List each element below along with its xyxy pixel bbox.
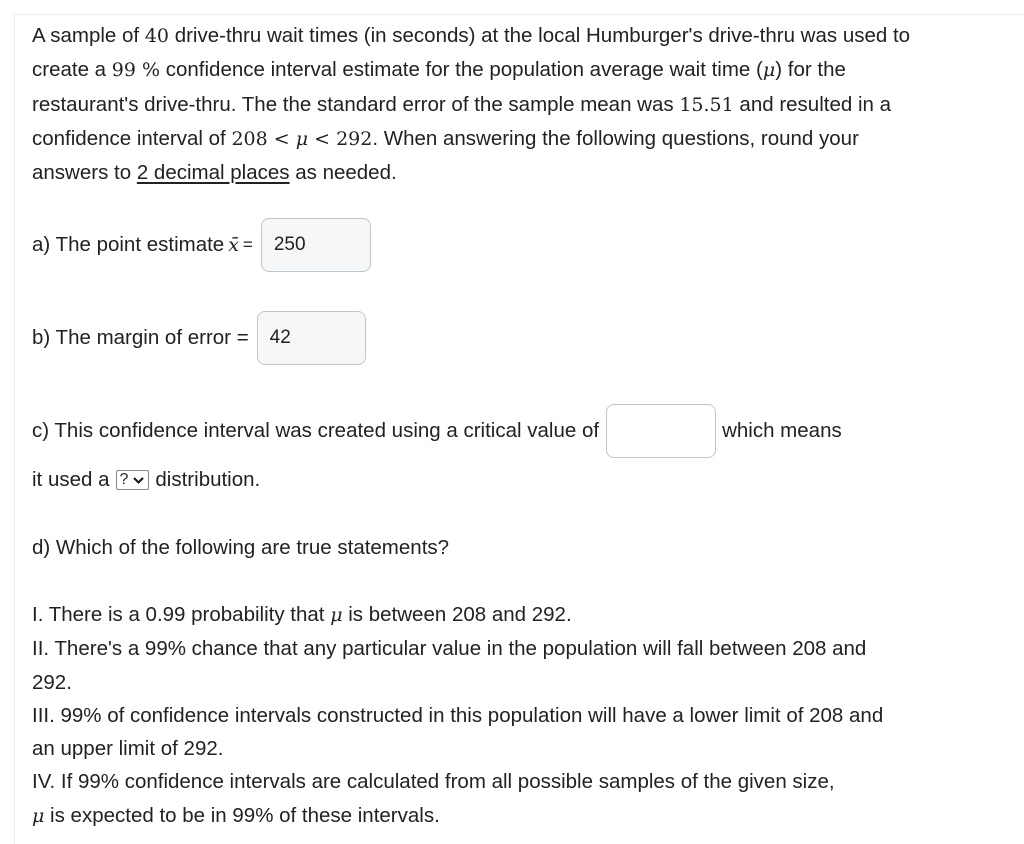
percent-sign: % <box>135 59 161 82</box>
question-intro <box>32 19 912 189</box>
statement-1 <box>32 598 902 632</box>
interval-upper: 292 <box>336 127 373 150</box>
equals-sign: = <box>242 235 253 254</box>
question-c-line2-text: it used a <box>32 468 110 491</box>
statement-text: III. 99% of confidence intervals constructed in this population will have a lower limit of 208 and an upper limit of 292. <box>32 703 884 761</box>
question-c-line2-text: distribution. <box>155 468 261 491</box>
statement-4 <box>32 765 902 833</box>
intro-text: drive-thru wait times (in seconds) at the local Humburger's drive-thru was used to create a <box>32 24 911 82</box>
statement-text: II. There's a 99% chance that any particular value in the population will fall between 208 and 292. <box>32 637 867 694</box>
mu-symbol: μ <box>762 59 776 82</box>
mu-symbol: μ <box>295 127 309 150</box>
intro-text: A sample of <box>32 24 145 47</box>
less-than: < <box>308 127 337 150</box>
question-b <box>32 311 366 365</box>
sample-size: 40 <box>144 25 169 47</box>
question-a <box>32 218 371 272</box>
distribution-select[interactable] <box>116 470 150 490</box>
x-bar-symbol: x̄ <box>228 234 239 256</box>
question-c <box>32 404 842 458</box>
question-content <box>32 19 912 189</box>
confidence-level: 99 <box>111 59 136 82</box>
question-c-label: c) This confidence interval was created using a critical value of <box>32 419 600 442</box>
statement-2 <box>32 632 902 699</box>
intro-text: confidence interval estimate for the population average wait time ( <box>160 58 763 82</box>
standard-error: 15.51 <box>679 93 734 116</box>
margin-of-error-value: 42 <box>269 327 291 348</box>
statements-list <box>32 598 902 833</box>
statement-text: is expected to be in 99% of these intervals. <box>44 803 440 827</box>
less-than: < <box>267 127 296 150</box>
intro-text: and resulted in a confidence interval of <box>32 92 892 150</box>
question-c-line2 <box>32 468 260 492</box>
point-estimate-input[interactable] <box>261 218 371 272</box>
question-d-label: d) Which of the following are true statements? <box>32 536 450 559</box>
interval-lower: 208 <box>231 127 268 150</box>
question-d <box>32 536 449 560</box>
statement-text: IV. If 99% confidence intervals are calculated from all possible samples of the given size, <box>32 770 835 794</box>
margin-of-error-input[interactable] <box>257 311 366 365</box>
intro-text: . When answering the following questions, round your answers to <box>32 126 859 185</box>
point-estimate-value: 250 <box>273 234 306 255</box>
statement-3 <box>32 699 902 766</box>
statement-text: is between 208 and 292. <box>342 603 572 626</box>
chevron-down-icon <box>132 475 145 485</box>
critical-value-input[interactable] <box>606 404 716 458</box>
question-a-label: a) The point estimate <box>32 233 225 256</box>
intro-text: as needed. <box>289 161 397 185</box>
statement-text: I. There is a 0.99 probability that <box>32 603 331 626</box>
distribution-select-value: ? <box>119 471 129 488</box>
mu-symbol: μ <box>330 604 343 626</box>
mu-symbol: μ <box>32 804 45 827</box>
question-b-label: b) The margin of error = <box>32 326 249 349</box>
question-c-after-text: which means <box>722 419 842 442</box>
intro-text: ) for the restaurant's drive-thru. The the standard error of the sample mean was <box>32 58 846 116</box>
decimal-places-link[interactable]: 2 decimal places <box>136 161 290 185</box>
